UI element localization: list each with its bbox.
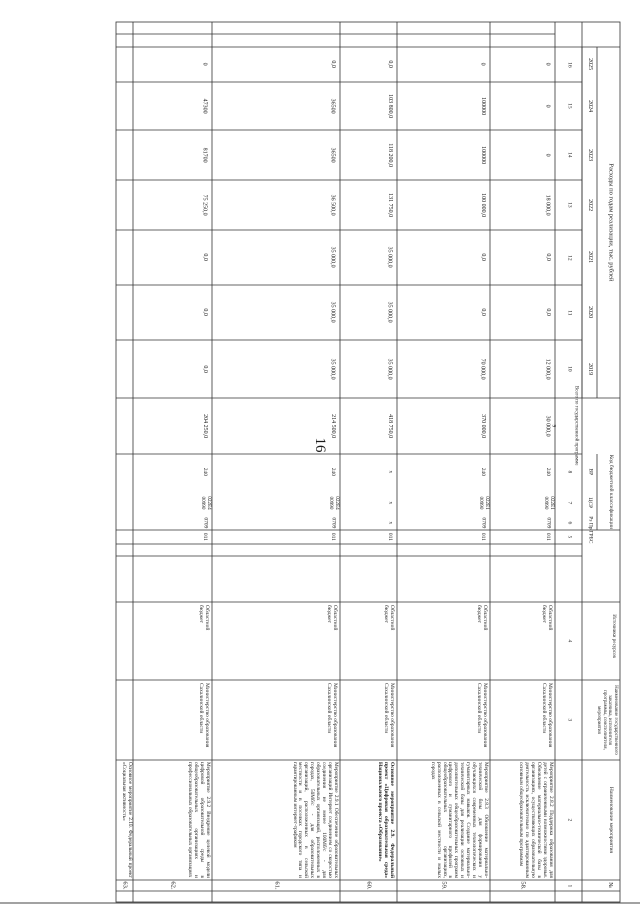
row-61-2020: 35 000,0 [329, 301, 336, 323]
header-year-2023: 2023 [586, 148, 593, 161]
row-60-executor: Министерство образования Сахалинской области [382, 683, 395, 748]
row-58-executor: Министерство образования Сахалинской области [540, 683, 553, 748]
row-61-2024: 36500 [329, 98, 336, 114]
row-62-2025: 0 [201, 62, 208, 66]
col-num-6: 6 [566, 521, 573, 525]
row-58-2025: 0 [544, 62, 551, 66]
row-58-2023: 0 [544, 153, 551, 157]
row-62-executor: Министерство образования Сахалинской области [197, 683, 210, 748]
header-num: № [607, 882, 614, 889]
row-59-grbs: 011 [480, 532, 487, 542]
row-63-name: Основное мероприятие 2.10. Федеральный проект «Социальная активность» [121, 762, 133, 878]
row-62-2020: 0,0 [201, 308, 208, 317]
row-62-vr: 240 [202, 467, 209, 477]
row-61-num: 61. [273, 881, 281, 890]
col-num-3: 3 [566, 718, 573, 722]
row-60-grbs: 011 [387, 532, 394, 542]
header-year-2021: 2021 [586, 251, 593, 264]
row-60-2019: 35 000,0 [386, 358, 393, 380]
row-62-2022: 75 250,0 [201, 194, 208, 216]
row-61-source: Областной бюджет [325, 605, 338, 631]
row-59-2024: 100000 [479, 96, 486, 115]
row-59-rzpr: 0709 [480, 517, 487, 529]
row-60-2024: 103 800,0 [386, 93, 393, 118]
row-60-total: 418 750,0 [386, 413, 393, 438]
row-60-2022: 131 750,0 [386, 192, 393, 217]
row-58-vr: 240 [545, 467, 552, 477]
row-58-2024: 0 [544, 104, 551, 108]
row-62-grbs: 011 [202, 532, 209, 542]
header-executor: Наименование государственного заказчика, исполнителя программы, соисполнителя, мероприятия [596, 685, 618, 755]
row-61-vr: 240 [330, 467, 337, 477]
col-num-13: 13 [566, 202, 573, 208]
row-59-num: 59. [440, 881, 448, 890]
row-58-num: 58. [519, 881, 527, 890]
col-num-12: 12 [566, 254, 573, 261]
row-61-2022: 36 500,0 [329, 194, 336, 216]
row-62-2023: 81700 [201, 147, 208, 163]
header-vr: ВР [587, 468, 594, 476]
row-59-2022: 100 000,0 [479, 192, 486, 217]
row-59-executor: Министерство образования Сахалинской области [475, 683, 488, 748]
row-61-csr: 022Е4 00990 [328, 496, 340, 510]
row-62-2021: 0,0 [201, 253, 208, 262]
row-62-csr: 022Е4 00990 [200, 496, 212, 510]
row-58-total: 30 000,0 [544, 415, 551, 437]
col-num-10: 10 [566, 366, 573, 372]
row-58-source: Областной бюджет [540, 605, 553, 631]
header-budget-code: Код бюджетной классификации [607, 454, 614, 530]
row-62-2019: 0,0 [201, 365, 208, 373]
row-62-source: Областной бюджет [197, 605, 210, 631]
header-grbs: ГРБС [587, 530, 594, 544]
row-58-name: Мероприятие 2.8.2 Поддержка образования для детей с ограниченными возможностями здоровья. Обновление материально-технической базы в организациях, осуществляющих образовательную деятельность исключительно по адаптированным основным общеобразовательным программам [518, 762, 554, 878]
header-total: Всего по государственной программе [573, 386, 579, 466]
row-58-2020: 0,0 [544, 308, 551, 317]
row-59-name: Мероприятие 2.8.3 Обновление материально-технической базы для формирования у обучающихся современных технологических и гуманитарных навыков. Создание материально-технической базы для реализации основных и дополнительных общеобразовательных программ цифрового и гуманитарного профилей в общеобразовательных организациях, расположенных в сельской местности и малых городах [429, 762, 489, 878]
row-59-total: 370 000,0 [479, 413, 486, 438]
header-year-2019: 2019 [586, 362, 593, 375]
row-59-csr: 022Е1 00990 [478, 496, 490, 510]
row-61-rzpr: 0709 [330, 517, 337, 529]
header-csr: ЦСР [587, 497, 594, 509]
header-year-2020: 2020 [586, 306, 593, 319]
row-59-2023: 100000 [479, 145, 486, 164]
row-60-2023: 118 200,0 [386, 143, 393, 167]
row-61-2019: 35 000,0 [329, 358, 336, 380]
row-58-rzpr: 0709 [545, 517, 552, 529]
row-60-rzpr: x [387, 521, 394, 525]
row-58-2022: 18 000,0 [544, 194, 551, 216]
row-60-csr: x [387, 501, 394, 505]
row-62-2024: 47300 [201, 98, 208, 114]
row-59-2020: 0,0 [479, 308, 486, 317]
header-year-2022: 2022 [586, 198, 593, 211]
row-59-2021: 0,0 [479, 253, 486, 262]
row-61-2021: 35 000,0 [329, 246, 336, 268]
col-num-9: 9 [549, 424, 556, 428]
col-num-16: 16 [566, 61, 573, 68]
header-event-name: Наименование мероприятия [607, 786, 614, 854]
row-60-source: Областной бюджет [382, 605, 395, 631]
col-num-1: 1 [566, 884, 573, 887]
col-num-2: 2 [566, 818, 573, 822]
header-expenses: Расходы по годам реализации, тыс. рублей [607, 163, 615, 282]
page-number-text: 16 [312, 437, 329, 453]
row-63-num: 63. [121, 881, 129, 890]
row-62-rzpr: 0709 [202, 517, 209, 529]
row-61-executor: Министерство образования Сахалинской области [325, 683, 338, 748]
row-62-num: 62. [169, 881, 177, 890]
row-59-2019: 70 000,0 [479, 358, 486, 380]
row-58-2021: 0,0 [544, 253, 551, 262]
row-60-vr: x [387, 470, 394, 474]
col-num-14: 14 [566, 152, 573, 158]
row-59-vr: 240 [480, 467, 487, 477]
header-year-2025: 2025 [586, 58, 593, 71]
row-60-2025: 0,0 [386, 60, 393, 69]
col-num-8: 8 [566, 470, 573, 474]
header-rzpr: Рз Пр [587, 516, 594, 530]
row-58-grbs: 011 [545, 532, 552, 542]
header-year-2024: 2024 [586, 99, 593, 112]
row-61-total: 214 500,0 [329, 413, 336, 438]
row-58-csr: 022Е1 00990 [543, 496, 555, 510]
row-62-name: Мероприятие 2.9.2 Внедрение целевой модели цифровой образовательной среды в общеобразовательных организациях и профессиональных образовательных организациях [187, 762, 211, 878]
row-61-name: Мероприятие 2.9.1 Обеспечение образовательных организаций Интернет соединением со скоростью соединения не менее 100Мб/с - для образовательных организаций, расположенных в городах, 50Мб/с - для образовательных организаций, расположенных в сельской местности и в поселках городского типа и гарантированным интернет-трафиком [291, 762, 339, 878]
row-61-2023: 36500 [329, 147, 336, 163]
row-60-2021: 35 000,0 [386, 246, 393, 268]
header-source: Источники ресурсов [611, 614, 616, 658]
row-61-2025: 0,0 [329, 60, 336, 69]
row-59-source: Областной бюджет [475, 605, 488, 631]
row-58-2019: 12 000,0 [544, 358, 551, 380]
col-num-7: 7 [566, 501, 573, 505]
row-60-2020: 35 000,0 [386, 301, 393, 323]
col-num-4: 4 [566, 639, 573, 643]
row-62-total: 204 250,0 [201, 413, 208, 438]
col-num-11: 11 [566, 309, 573, 316]
row-59-2025: 0 [479, 62, 486, 66]
col-num-5: 5 [566, 535, 573, 539]
row-61-grbs: 011 [330, 532, 337, 542]
row-60-name: Основное мероприятие 2.9. Федеральный проект «Цифровая образовательная среда» Национального проекта «Образование» [376, 762, 395, 878]
row-60-num: 60. [365, 881, 373, 890]
col-num-15: 15 [566, 103, 573, 109]
